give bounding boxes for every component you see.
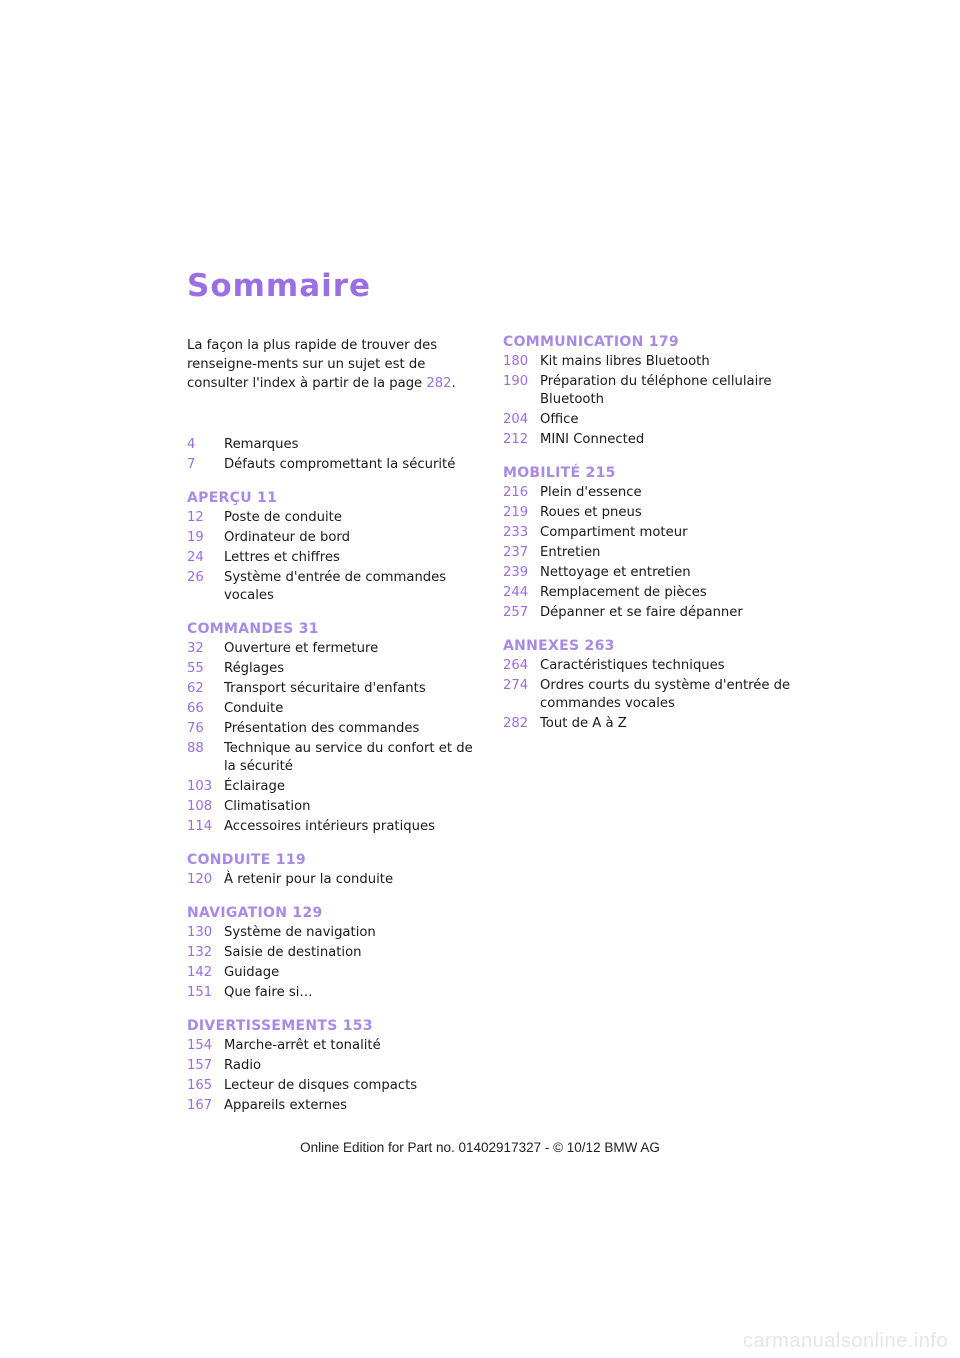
toc-entry[interactable]	[503, 604, 803, 622]
toc-entry[interactable]	[503, 677, 803, 713]
page-number[interactable]: 219	[503, 505, 529, 520]
toc-entry[interactable]	[503, 544, 803, 562]
page-number[interactable]: 212	[503, 432, 529, 447]
entry-label: Conduite	[224, 701, 284, 716]
entry-label: Dépanner et se faire dépanner	[540, 605, 743, 620]
page-title: Sommaire	[187, 268, 372, 304]
section-title[interactable]: CONDUITE 119	[187, 852, 306, 868]
toc-section	[187, 1017, 487, 1115]
entry-label: Appareils externes	[224, 1098, 347, 1113]
entry-label: Tout de A à Z	[540, 716, 627, 731]
page-number[interactable]: 88	[187, 741, 204, 756]
toc-entry[interactable]	[187, 700, 487, 718]
section-title[interactable]: MOBILITÉ 215	[503, 465, 616, 481]
section-title[interactable]: APERÇU 11	[187, 490, 278, 506]
toc-section	[187, 489, 487, 605]
page-number[interactable]: 26	[187, 570, 204, 585]
page-number[interactable]: 180	[503, 354, 529, 369]
page-number[interactable]: 132	[187, 945, 213, 960]
toc-entry[interactable]	[187, 456, 487, 474]
page-number[interactable]: 19	[187, 530, 204, 545]
page-number[interactable]: 130	[187, 925, 213, 940]
toc-entry[interactable]	[187, 529, 487, 547]
toc-entry[interactable]	[503, 431, 803, 449]
toc-entry[interactable]	[187, 778, 487, 796]
entry-label: Guidage	[224, 965, 280, 980]
entry-label: Remarques	[224, 437, 299, 452]
toc-entry[interactable]	[503, 411, 803, 429]
toc-entry[interactable]	[503, 564, 803, 582]
toc-entry[interactable]	[187, 798, 487, 816]
toc-entry[interactable]	[187, 509, 487, 527]
page-number[interactable]: 7	[187, 457, 196, 472]
right-column	[503, 333, 803, 748]
page-number[interactable]: 142	[187, 965, 213, 980]
toc-entry[interactable]	[187, 818, 487, 836]
entry-label: Système d'entrée de commandes vocales	[224, 570, 447, 603]
section-title[interactable]: ANNEXES 263	[503, 638, 615, 654]
toc-section	[187, 620, 487, 836]
entry-label: Saisie de destination	[224, 945, 362, 960]
page-number[interactable]: 237	[503, 545, 529, 560]
toc-entry[interactable]	[187, 1057, 487, 1075]
entry-label: Marche-arrêt et tonalité	[224, 1038, 381, 1053]
entry-label: MINI Connected	[540, 432, 645, 447]
entry-label: Accessoires intérieurs pratiques	[224, 819, 435, 834]
entry-label: À retenir pour la conduite	[224, 872, 394, 887]
toc-entry[interactable]	[503, 484, 803, 502]
entry-label: Office	[540, 412, 579, 427]
toc-section	[503, 333, 803, 449]
toc-entry[interactable]	[503, 353, 803, 371]
page-number[interactable]: 264	[503, 658, 529, 673]
toc-entry[interactable]	[187, 924, 487, 942]
entry-label: Compartiment moteur	[540, 525, 688, 540]
toc-entry[interactable]	[187, 549, 487, 567]
entry-label: Présentation des commandes	[224, 721, 420, 736]
page-number[interactable]: 257	[503, 605, 529, 620]
toc-entry[interactable]	[187, 640, 487, 658]
toc-entry[interactable]	[503, 373, 803, 409]
section-title[interactable]: DIVERTISSEMENTS 153	[187, 1018, 373, 1034]
toc-entry[interactable]	[503, 584, 803, 602]
page-number[interactable]: 151	[187, 985, 213, 1000]
page-number[interactable]: 114	[187, 819, 213, 834]
toc-section	[503, 637, 803, 733]
entry-label: Caractéristiques techniques	[540, 658, 725, 673]
entry-label: Que faire si…	[224, 985, 313, 1000]
toc-section	[503, 464, 803, 622]
page-number[interactable]: 76	[187, 721, 204, 736]
page-number[interactable]: 233	[503, 525, 529, 540]
page-number[interactable]: 108	[187, 799, 213, 814]
toc-entry[interactable]	[503, 715, 803, 733]
entry-label: Remplacement de pièces	[540, 585, 707, 600]
toc-entry[interactable]	[187, 1037, 487, 1055]
page-number[interactable]: 154	[187, 1038, 213, 1053]
entry-label: Entretien	[540, 545, 601, 560]
page-number[interactable]: 190	[503, 374, 529, 389]
toc-entry[interactable]	[187, 740, 487, 776]
entry-label: Préparation du téléphone cellulaire Bluetooth	[540, 374, 772, 407]
entry-label: Radio	[224, 1058, 262, 1073]
index-page-link[interactable]: 282	[426, 376, 452, 391]
entry-label: Lettres et chiffres	[224, 550, 340, 565]
toc-section	[187, 904, 487, 1002]
page-number[interactable]: 167	[187, 1098, 213, 1113]
entry-label: Technique au service du confort et de la sécurité	[224, 741, 473, 774]
entry-label: Éclairage	[224, 779, 285, 794]
section-title[interactable]: COMMUNICATION 179	[503, 334, 679, 350]
intro-end: .	[451, 376, 456, 391]
entry-label: Ouverture et fermeture	[224, 641, 379, 656]
toc-entry[interactable]	[503, 504, 803, 522]
page-number[interactable]: 120	[187, 872, 213, 887]
page-number[interactable]: 157	[187, 1058, 213, 1073]
toc-entry[interactable]	[187, 871, 487, 889]
page-number[interactable]: 244	[503, 585, 529, 600]
section-title[interactable]: NAVIGATION 129	[187, 905, 323, 921]
page-number[interactable]: 4	[187, 437, 196, 452]
toc-entry[interactable]	[187, 720, 487, 738]
toc-entry[interactable]	[503, 524, 803, 542]
page-number[interactable]: 55	[187, 661, 204, 676]
entry-label: Kit mains libres Bluetooth	[540, 354, 710, 369]
left-column	[187, 336, 487, 1130]
toc-entry[interactable]	[503, 657, 803, 675]
page-number[interactable]: 103	[187, 779, 213, 794]
page-number[interactable]: 204	[503, 412, 529, 427]
entry-label: Ordinateur de bord	[224, 530, 350, 545]
toc-section	[187, 436, 487, 474]
section-title[interactable]: COMMANDES 31	[187, 621, 319, 637]
entry-label: Transport sécuritaire d'enfants	[224, 681, 426, 696]
page-number[interactable]: 216	[503, 485, 529, 500]
page-number[interactable]: 66	[187, 701, 204, 716]
toc-entry[interactable]	[187, 680, 487, 698]
toc-entry[interactable]	[187, 1077, 487, 1095]
left-sections	[187, 436, 487, 1115]
toc-entry[interactable]	[187, 1097, 487, 1115]
entry-label: Climatisation	[224, 799, 311, 814]
entry-label: Ordres courts du système d'entrée de commandes vocales	[540, 678, 791, 711]
entry-label: Réglages	[224, 661, 285, 676]
watermark: carmanualsonline.info	[742, 1330, 948, 1352]
entry-label: Nettoyage et entretien	[540, 565, 691, 580]
entry-label: Système de navigation	[224, 925, 376, 940]
toc-entry[interactable]	[187, 436, 487, 454]
page-number[interactable]: 24	[187, 550, 204, 565]
entry-label: Lecteur de disques compacts	[224, 1078, 418, 1093]
page-number[interactable]: 165	[187, 1078, 213, 1093]
page-number[interactable]: 12	[187, 510, 204, 525]
page-number[interactable]: 282	[503, 716, 529, 731]
entry-label: Défauts compromettant la sécurité	[224, 457, 456, 472]
toc-entry[interactable]	[187, 964, 487, 982]
page-number[interactable]: 32	[187, 641, 204, 656]
entry-label: Roues et pneus	[540, 505, 642, 520]
footer-edition: Online Edition for Part no. 01402917327 - © 10/12 BMW AG	[300, 1140, 660, 1155]
intro-paragraph	[187, 336, 487, 393]
page-number[interactable]: 62	[187, 681, 204, 696]
toc-entry[interactable]	[187, 660, 487, 678]
page-number[interactable]: 274	[503, 678, 529, 693]
toc-entry[interactable]	[187, 984, 487, 1002]
right-sections	[503, 333, 803, 733]
toc-section	[187, 851, 487, 889]
intro-text: La façon la plus rapide de trouver des renseigne-ments sur un sujet est de consulter l'index à partir de la page	[187, 338, 438, 391]
page-number[interactable]: 239	[503, 565, 529, 580]
toc-entry[interactable]	[187, 569, 487, 605]
entry-label: Plein d'essence	[540, 485, 642, 500]
toc-entry[interactable]	[187, 944, 487, 962]
entry-label: Poste de conduite	[224, 510, 342, 525]
